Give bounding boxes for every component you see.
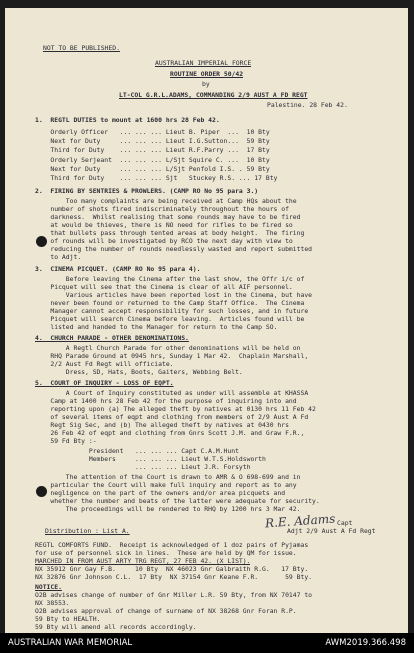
archive-reference: AWM2019.366.498: [325, 638, 406, 648]
paragraph-line: to Adjt.: [35, 254, 82, 261]
section-heading: 3. CINEMA PICQUET. (CAMP RO No 95 para 4).: [35, 266, 201, 273]
not-published-notice: NOT TO BE PUBLISHED.: [43, 45, 120, 52]
paragraph-line: Various articles have been reported lost in the Cinema, but have: [35, 292, 313, 299]
paragraph-line: Picquet will see that the Cinema is clear of all AIF personnel.: [35, 284, 293, 291]
paragraph-line: 59 Fd Bty :-: [35, 438, 97, 445]
section-heading: 5. COURT OF INQUIRY - LOSS OF EQPT.: [35, 380, 174, 387]
paragraph-line: reducing the number of rounds needlessly wasted and report submitted: [35, 246, 313, 253]
paragraph-line: 26 Feb 42 of eqpt and clothing from Gnrs Scott J.M. and Graw F.R.,: [35, 430, 305, 437]
comforts-line: REGTL COMFORTS FUND. Receipt is acknowledged of 1 doz pairs of Pyjamas: [35, 542, 309, 549]
distribution-line: Distribution : List A.: [45, 528, 130, 535]
routine-order-title: ROUTINE ORDER 50/42: [170, 71, 244, 78]
archive-footer: [0, 633, 414, 653]
paragraph-line: Camp at 1400 hrs 28 Feb 42 for the purpose of inquiring into and: [35, 398, 297, 405]
paragraph-line: of rounds will be investigated by RCO the next day with view to: [35, 238, 293, 245]
court-member-line: ... ... ... Lieut J.R. Forsyth: [35, 464, 251, 471]
signature-title: Adjt 2/9 Aust A Fd Regt: [287, 528, 376, 535]
duty-line: Orderly Officer ... ... ... Lieut B. Piper ... 10 Bty: [35, 129, 270, 136]
paragraph-line: RHQ Parade Ground at 0945 hrs, Sunday 1 Mar 42. Chaplain Marshall,: [35, 353, 309, 360]
paragraph-line: that bullets pass through tented areas at body height. The firing: [35, 230, 305, 237]
paragraph-line: Before leaving the Cinema after the last show, the Offr i/c of: [35, 276, 305, 283]
paragraph-line: darkness. Whilst realising that some rounds may have to be fired: [35, 214, 301, 221]
court-member-line: President ... ... ... Capt C.A.M.Hunt: [35, 448, 239, 455]
section-heading: 2. FIRING BY SENTRIES & PROWLERS. (CAMP RO No 95 para 3.): [35, 188, 259, 195]
notice-line: 59 Bty will amend all records accordingly.: [35, 624, 197, 631]
paragraph-line: listed and handed to the Manager for return to the Camp SO.: [35, 324, 278, 331]
paragraph-line: particular the Court will make full inquiry and report as to any: [35, 482, 297, 489]
section-heading: 1. REGTL DUTIES to mount at 1600 hrs 28 Feb 42.: [35, 117, 220, 124]
notice-line: NX 38553.: [35, 600, 70, 607]
comforts-line: for use of personnel sick in lines. These are held by QM for issue.: [35, 550, 297, 557]
duty-line: Next for Duty ... ... ... L/Sjt Penfold I.S. . 59 Bty: [35, 166, 270, 173]
document-page: [5, 8, 408, 633]
paragraph-line: whether the number and beats of the latter were adequate for security.: [35, 498, 320, 505]
paragraph-line: 2/2 Aust Fd Regt will officiate.: [35, 361, 174, 368]
notice-line: 59 Bty to HEALTH.: [35, 616, 101, 623]
by-line: by: [202, 81, 210, 88]
duty-line: Next for Duty ... ... ... Lieut I.G.Sutton... 59 Bty: [35, 138, 270, 145]
paragraph-line: number of shots fired indiscriminately throughout the hours of: [35, 206, 289, 213]
notice-line: O2B advises change of number of Gnr Miller L.R. 59 Bty, from NX 70147 to: [35, 592, 313, 599]
paragraph-line: Regt Sig Sec, and (b) The alleged theft by natives at 0430 hrs: [35, 422, 289, 429]
commander-line: LT-COL G.R.L.ADAMS, COMMANDING 2/9 AUST A FD REGT: [119, 92, 308, 99]
paragraph-line: Manager cannot accept responsibility for such losses, and in future: [35, 308, 309, 315]
personnel-line: NX 32876 Gnr Johnson C.L. 17 Bty NX 37154 Gnr Keane F.R. 59 Bty.: [35, 574, 313, 581]
duty-line: Orderly Serjeant ... ... ... L/Sjt Squire C. ... 10 Bty: [35, 157, 270, 164]
handwritten-signature: R.E. Adams: [264, 511, 336, 531]
paragraph-line: Picquet will search Cinema before leaving. Articles found will be: [35, 316, 305, 323]
paragraph-line: reporting upon (a) The alleged theft by natives at 0130 hrs 11 Feb 42: [35, 406, 316, 413]
paragraph-line: of several items of eqpt and clothing from members of 2/9 Aust A Fd: [35, 414, 309, 421]
paragraph-line: negligence on the part of the owners and/or area picquets and: [35, 490, 286, 497]
notice-line: O2B advises approval of change of surname of NX 38268 Gnr Foran R.P.: [35, 608, 297, 615]
section-heading: 4. CHURCH PARADE - OTHER DENOMINATIONS.: [35, 335, 189, 342]
paragraph-line: A Regtl Church Parade for other denominations will be held on: [35, 345, 301, 352]
signature-rank: Capt: [337, 520, 353, 527]
duty-line: Third for Duty ... ... ... Sjt Stuckey R.S. ... 17 Bty: [35, 175, 278, 182]
personnel-line: NX 35912 Gnr Gay F.B. 10 Bty NX 46023 Gnr Galbraith R.G. 17 Bty.: [35, 566, 309, 573]
duty-line: Third for Duty ... ... ... Lieut R.F.Parry ... 17 Bty: [35, 147, 270, 154]
paragraph-line: The proceedings will be rendered to RHQ by 1200 hrs 3 Mar 42.: [35, 506, 301, 513]
place-date: Palestine. 28 Feb 42.: [267, 102, 348, 109]
paragraph-line: never been found or returned to the Camp Staff Office. The Cinema: [35, 300, 305, 307]
notice-heading: NOTICE.: [35, 584, 62, 591]
paragraph-line: at would be thieves, there is NO need for rifles to be fired so: [35, 222, 293, 229]
force-title: AUSTRALIAN IMPERIAL FORCE: [155, 60, 252, 67]
paragraph-line: A Court of Inquiry constituted as under will assemble at KHASSA: [35, 390, 309, 397]
marched-in-heading: MARCHED IN FROM AUST ARTY TRG REGT, 27 FEB 42. (X LIST).: [35, 558, 251, 565]
paragraph-line: Dress, SD, Hats, Boots, Gaiters, Webbing Belt.: [35, 369, 243, 376]
archive-name: AUSTRALIAN WAR MEMORIAL: [8, 638, 133, 648]
paragraph-line: The attention of the Court is drawn to AMR & O 698-699 and in: [35, 474, 301, 481]
court-member-line: Members ... ... ... Lieut W.T.S.Holdsworth: [35, 456, 266, 463]
paragraph-line: Too many complaints are being received at Camp HQs about the: [35, 198, 297, 205]
